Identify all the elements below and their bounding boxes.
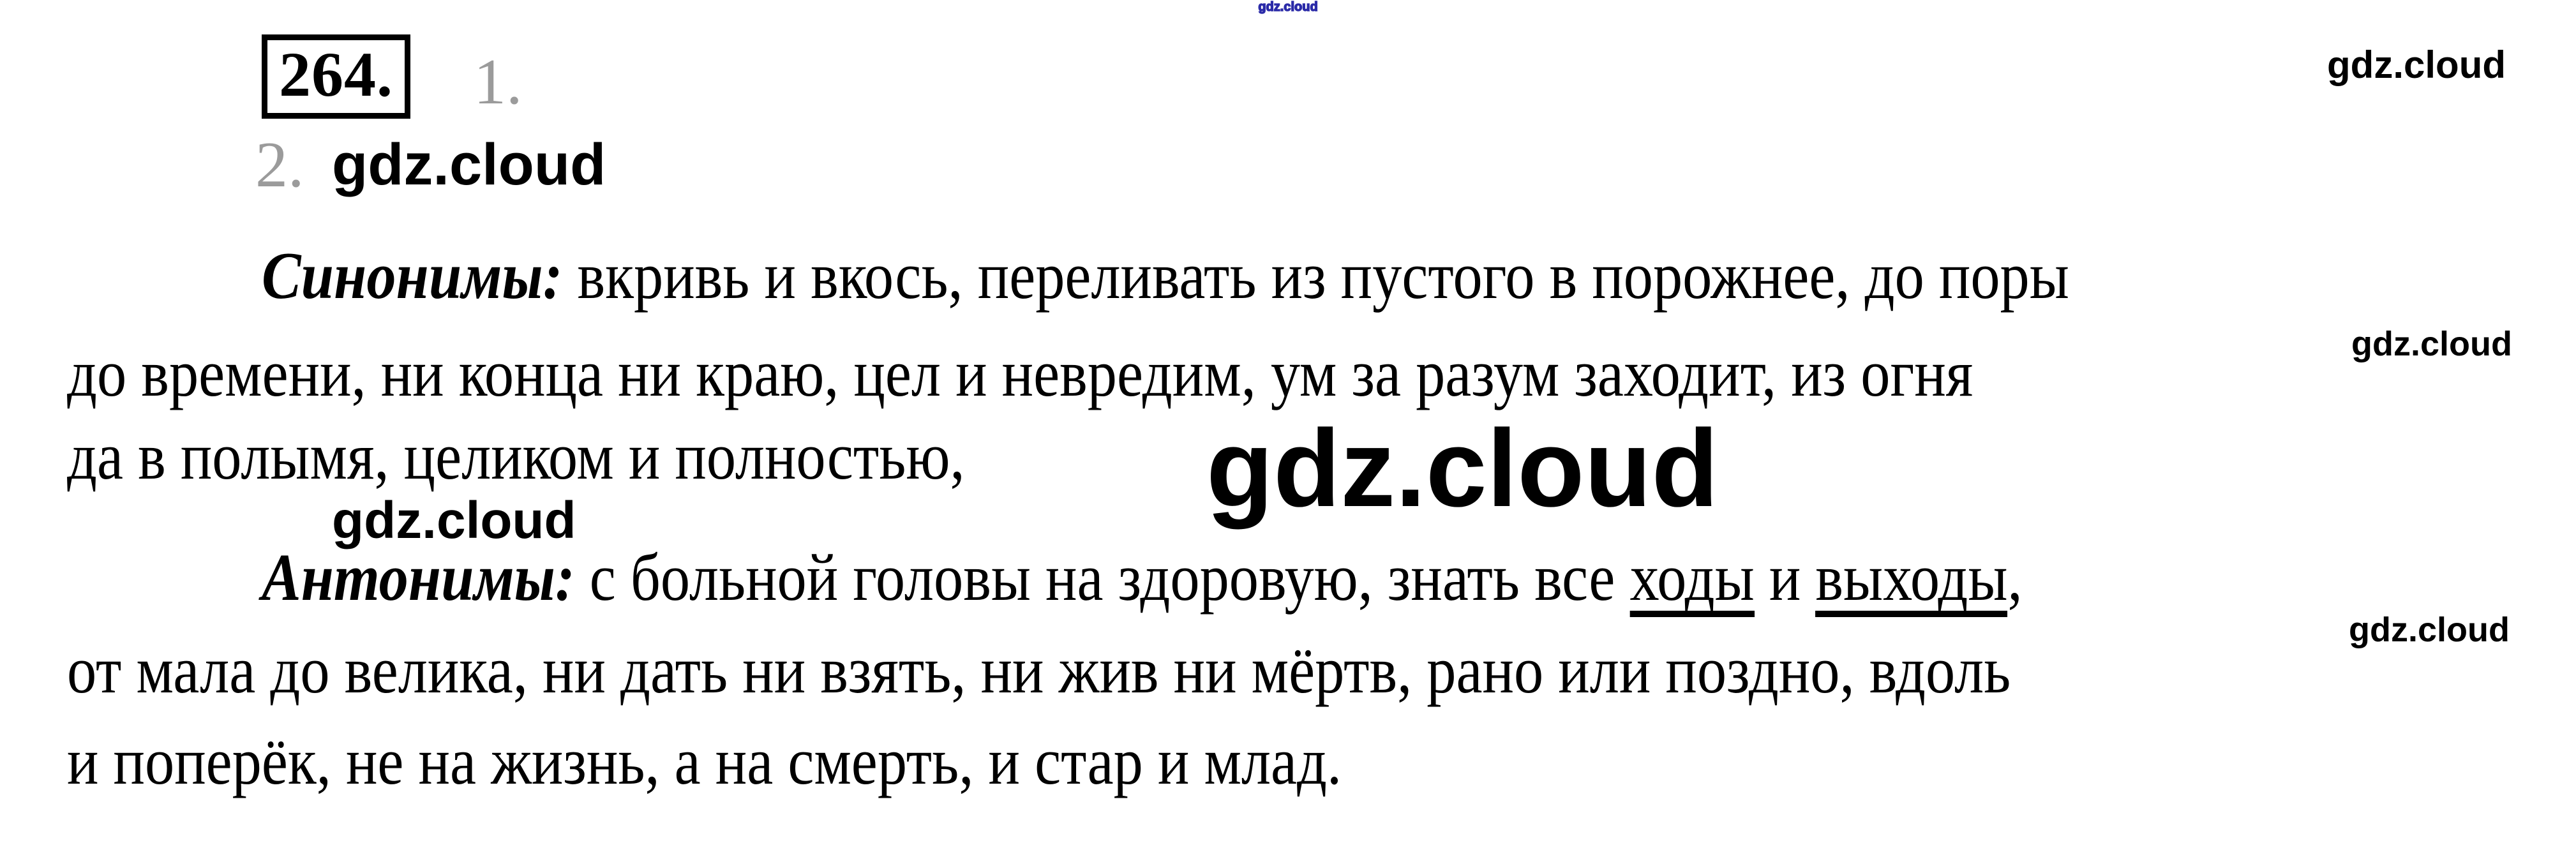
synonyms-line-3: да в полымя, целиком и полностью, <box>67 419 965 493</box>
watermark-after-item-2: gdz.cloud <box>332 132 606 197</box>
synonyms-label: Синонимы: <box>262 238 563 313</box>
watermark-right-middle-1: gdz.cloud <box>2351 325 2512 363</box>
watermark-left-middle: gdz.cloud <box>332 491 576 549</box>
antonyms-line-1-text-a: с больной головы на здоровую, знать все <box>574 540 1630 615</box>
watermark-right-middle-2: gdz.cloud <box>2349 611 2510 649</box>
antonyms-line-3: и поперёк, не на жизнь, а на смерть, и стар и млад. <box>67 724 1342 798</box>
synonyms-line-2: до времени, ни конца ни краю, цел и невредим, ум за разум заходит, из огня <box>67 336 1973 410</box>
antonyms-line-2: от мала до велика, ни дать ни взять, ни жив ни мёртв, рано или поздно, вдоль <box>67 632 2011 707</box>
antonyms-line-1-text-b: и <box>1754 540 1816 615</box>
underlined-word-hody: ходы <box>1629 544 1754 617</box>
watermark-big-center: gdz.cloud <box>1206 407 1719 530</box>
list-item-1: 1. <box>474 46 523 118</box>
antonyms-line-1 <box>262 539 2023 617</box>
synonyms-line-1 <box>262 237 2069 315</box>
antonyms-line-1-text-c: , <box>2007 540 2023 615</box>
exercise-number: 264. <box>279 39 393 110</box>
underlined-word-vyhody: выходы <box>1815 544 2007 617</box>
list-item-2: 2. <box>255 129 304 201</box>
watermark-top-center: gdz.cloud <box>1258 0 1318 14</box>
watermark-top-right: gdz.cloud <box>2327 43 2506 86</box>
exercise-number-box <box>262 34 410 119</box>
synonyms-line-1-text: вкривь и вкось, переливать из пустого в порожнее, до поры <box>562 238 2069 313</box>
antonyms-label: Антонимы: <box>262 540 575 615</box>
